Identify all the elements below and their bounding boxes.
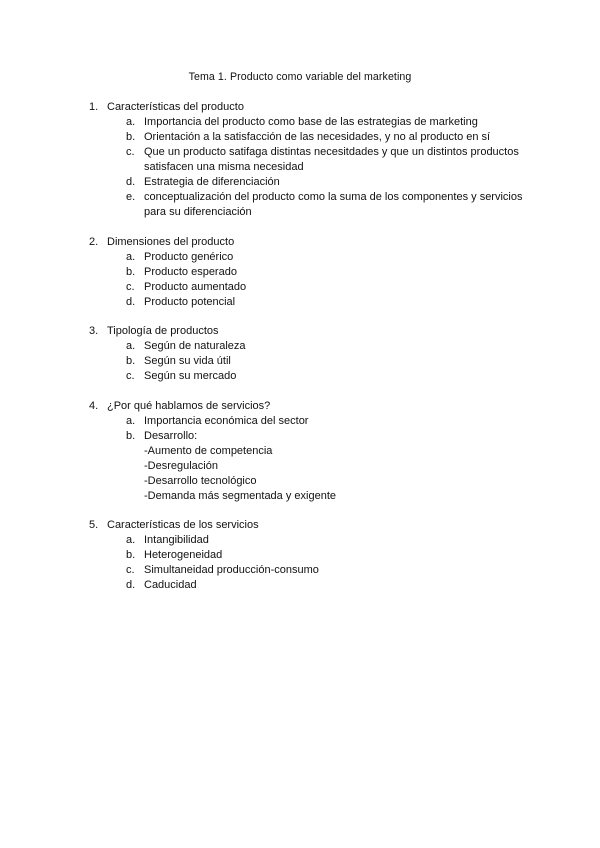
item-letter: c. <box>126 280 135 293</box>
list-item <box>0 548 600 563</box>
section-heading <box>0 399 600 414</box>
item-letter: b. <box>126 429 136 442</box>
item-text: Importancia del producto como base de las estrategias de marketing <box>144 116 478 128</box>
sub-item: -Aumento de competencia <box>144 444 273 457</box>
item-text: Según de naturaleza <box>144 340 246 352</box>
item-letter: c. <box>126 564 135 576</box>
item-letter: c. <box>126 370 135 382</box>
item-letter: d. <box>126 295 136 308</box>
item-text: Importancia económica del sector <box>144 414 309 427</box>
list-item <box>0 265 600 280</box>
item-letter: b. <box>126 265 136 278</box>
item-letter: a. <box>126 116 136 128</box>
list-item <box>0 145 600 175</box>
list-item <box>0 578 600 593</box>
section-number: 4. <box>89 399 99 412</box>
item-text: Estrategia de diferenciación <box>144 176 280 188</box>
list-item <box>0 280 600 295</box>
outline-section <box>0 518 600 593</box>
outline-section <box>0 100 600 220</box>
section-heading <box>0 235 600 250</box>
outline-section <box>0 399 600 504</box>
item-letter: e. <box>126 191 136 203</box>
sub-item: -Desregulación <box>144 459 218 472</box>
outline-section <box>0 324 600 384</box>
item-text: Producto aumentado <box>144 280 247 293</box>
item-letter: d. <box>126 176 136 188</box>
section-number: 5. <box>89 519 99 531</box>
section-title: Dimensiones del producto <box>107 235 235 248</box>
section-number: 1. <box>89 101 99 113</box>
section-number: 3. <box>89 325 99 337</box>
item-text: conceptualización del producto como la suma de los componentes y servicios para su diferenciación <box>144 191 523 218</box>
sub-item: -Desarrollo tecnológico <box>144 474 257 487</box>
list-item <box>0 354 600 369</box>
outline-section <box>0 235 600 310</box>
section-heading <box>0 324 600 339</box>
item-text: Caducidad <box>144 579 197 591</box>
item-text: Desarrollo: <box>144 429 198 442</box>
list-item <box>0 429 600 444</box>
list-item <box>0 339 600 354</box>
item-letter: a. <box>126 250 136 263</box>
item-text: Simultaneidad producción-consumo <box>144 564 319 576</box>
section-heading <box>0 518 600 533</box>
section-heading <box>0 100 600 115</box>
item-text: Según su mercado <box>144 370 237 382</box>
section-title: ¿Por qué hablamos de servicios? <box>107 399 271 412</box>
section-title: Características del producto <box>107 101 244 113</box>
section-list <box>0 100 600 608</box>
item-text: Orientación a la satisfacción de las necesidades, y no al producto en sí <box>144 131 491 143</box>
list-item <box>0 295 600 310</box>
item-letter: c. <box>126 146 135 158</box>
section-number: 2. <box>89 235 99 248</box>
document-title: Tema 1. Producto como variable del marketing <box>188 71 412 83</box>
section-title: Características de los servicios <box>107 519 259 531</box>
sub-item: -Demanda más segmentada y exigente <box>144 489 336 502</box>
list-item <box>0 414 600 429</box>
item-letter: d. <box>126 579 136 591</box>
list-item <box>0 115 600 130</box>
item-text: Que un producto satifaga distintas necesitdades y que un distintos productos satisfacen una misma necesidad <box>144 146 519 173</box>
list-item <box>0 563 600 578</box>
list-item <box>0 533 600 548</box>
list-item <box>0 369 600 384</box>
list-item <box>0 250 600 265</box>
item-letter: a. <box>126 340 136 352</box>
item-letter: a. <box>126 414 136 427</box>
section-title: Tipología de productos <box>107 325 219 337</box>
list-item <box>0 190 600 220</box>
item-text: Producto potencial <box>144 295 236 308</box>
item-letter: b. <box>126 355 136 367</box>
item-letter: a. <box>126 534 136 546</box>
list-item <box>0 130 600 145</box>
list-item <box>0 175 600 190</box>
item-text: Según su vida útil <box>144 355 231 367</box>
item-letter: b. <box>126 549 136 561</box>
item-text: Heterogeneidad <box>144 549 223 561</box>
item-letter: b. <box>126 131 136 143</box>
item-text: Producto genérico <box>144 250 234 263</box>
item-text: Intangibilidad <box>144 534 209 546</box>
item-text: Producto esperado <box>144 265 237 278</box>
